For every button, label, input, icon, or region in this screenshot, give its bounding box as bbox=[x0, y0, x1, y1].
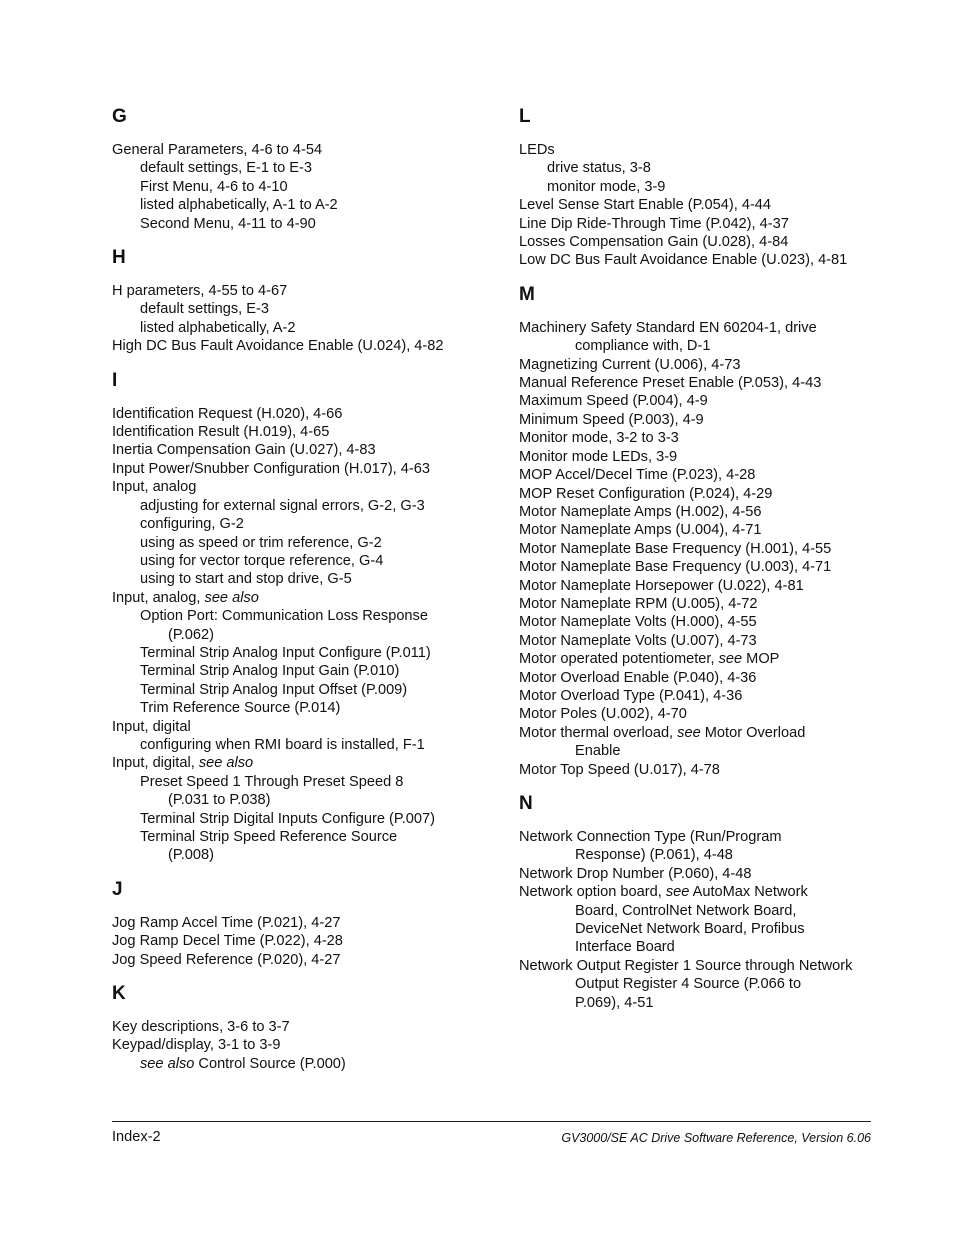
entry-text: Network Drop Number (P.060), 4-48 bbox=[519, 865, 752, 882]
index-subentry bbox=[112, 681, 492, 699]
index-entry bbox=[112, 441, 492, 459]
entry-text: configuring when RMI board is installed, F-1 bbox=[140, 736, 425, 753]
index-entry-continuation bbox=[112, 846, 492, 864]
entry-reference-target: Motor Overload bbox=[700, 724, 806, 741]
entry-reference-target: MOP bbox=[742, 651, 780, 668]
see-reference-label: see bbox=[677, 724, 701, 741]
index-subentry bbox=[112, 300, 492, 318]
entry-text: Motor Nameplate Base Frequency (U.003), 4-71 bbox=[519, 559, 832, 576]
entry-text: (P.062) bbox=[168, 626, 214, 643]
entry-text: default settings, E-3 bbox=[140, 301, 269, 318]
entry-text: Jog Ramp Accel Time (P.021), 4-27 bbox=[112, 914, 341, 931]
entry-text: Terminal Strip Speed Reference Source bbox=[140, 829, 398, 845]
entry-text: Manual Reference Preset Enable (P.053), 4-43 bbox=[519, 375, 822, 392]
entry-text: Motor Nameplate Amps (U.004), 4-71 bbox=[519, 522, 762, 539]
entry-text: Motor Overload Type (P.041), 4-36 bbox=[519, 687, 743, 704]
index-entry bbox=[519, 558, 889, 576]
index-entry bbox=[519, 233, 889, 251]
entry-text: Terminal Strip Analog Input Gain (P.010) bbox=[140, 663, 400, 680]
index-column-left bbox=[112, 106, 492, 1087]
entry-reference-target: AutoMax Network bbox=[689, 884, 808, 901]
entry-text: Terminal Strip Analog Input Offset (P.009) bbox=[140, 681, 408, 698]
index-entry bbox=[519, 632, 889, 650]
see-reference-label: see bbox=[665, 884, 690, 901]
index-subentry bbox=[112, 662, 492, 680]
index-entry bbox=[519, 448, 889, 466]
index-subentry bbox=[112, 497, 492, 515]
index-entry-continuation bbox=[519, 975, 889, 993]
footer-page-label: Index-2 bbox=[112, 1129, 161, 1145]
index-entry-continuation bbox=[519, 920, 889, 938]
section-letter-heading: J bbox=[112, 878, 123, 900]
index-entry bbox=[519, 392, 889, 410]
index-entry bbox=[519, 761, 889, 779]
index-subentry bbox=[112, 1055, 492, 1073]
entry-text: Jog Speed Reference (P.020), 4-27 bbox=[112, 951, 341, 968]
entry-text: Low DC Bus Fault Avoidance Enable (U.023), 4-81 bbox=[519, 252, 848, 269]
entry-text: Identification Request (H.020), 4-66 bbox=[112, 405, 343, 422]
index-entry bbox=[112, 754, 492, 772]
entry-text: Inertia Compensation Gain (U.027), 4-83 bbox=[112, 442, 376, 459]
index-entry bbox=[112, 478, 492, 496]
entry-text: P.069), 4-51 bbox=[575, 994, 654, 1011]
index-entry bbox=[519, 356, 889, 374]
entry-text: Network Connection Type (Run/Program bbox=[519, 829, 782, 845]
index-column-right bbox=[519, 106, 889, 1026]
index-entry bbox=[112, 282, 492, 300]
index-entry bbox=[519, 485, 889, 503]
entry-text: (P.008) bbox=[168, 847, 214, 864]
entry-text: default settings, E-1 to E-3 bbox=[140, 160, 312, 177]
entry-text: Monitor mode, 3-2 to 3-3 bbox=[519, 430, 679, 447]
entry-text: Level Sense Start Enable (P.054), 4-44 bbox=[519, 197, 772, 214]
entry-text: Input, digital bbox=[112, 718, 191, 735]
entry-text: Input, analog, bbox=[112, 589, 205, 606]
index-entry bbox=[112, 337, 492, 355]
index-entry bbox=[519, 669, 889, 687]
index-subentry bbox=[112, 736, 492, 754]
index-entry-continuation bbox=[519, 337, 889, 355]
entry-text: monitor mode, 3-9 bbox=[547, 178, 666, 195]
index-subentry bbox=[112, 552, 492, 570]
entry-text: Interface Board bbox=[575, 939, 675, 956]
index-subentry bbox=[112, 319, 492, 337]
entry-text: Terminal Strip Digital Inputs Configure (P.007) bbox=[140, 810, 435, 827]
entry-text: LEDs bbox=[519, 142, 555, 158]
index-subentry bbox=[519, 178, 889, 196]
index-entry bbox=[519, 411, 889, 429]
index-entry bbox=[519, 828, 889, 846]
index-entry bbox=[112, 405, 492, 423]
index-entry bbox=[112, 460, 492, 478]
entry-text: Preset Speed 1 Through Preset Speed 8 bbox=[140, 773, 404, 790]
entry-text: High DC Bus Fault Avoidance Enable (U.024), 4-82 bbox=[112, 338, 444, 355]
index-entry bbox=[112, 932, 492, 950]
entry-text: Output Register 4 Source (P.066 to bbox=[575, 976, 802, 993]
entry-text: Enable bbox=[575, 743, 621, 760]
index-entry bbox=[519, 319, 889, 337]
index-subentry bbox=[112, 607, 492, 625]
entry-text: Identification Result (H.019), 4-65 bbox=[112, 424, 330, 441]
index-entry-continuation bbox=[112, 791, 492, 809]
entry-text: Input, digital, bbox=[112, 755, 199, 772]
index-section-h bbox=[112, 247, 492, 356]
index-entry bbox=[519, 724, 889, 742]
section-letter-heading: H bbox=[112, 247, 126, 269]
entry-text: adjusting for external signal errors, G-2, G-3 bbox=[140, 497, 425, 514]
section-letter-heading: G bbox=[112, 106, 127, 127]
index-subentry bbox=[112, 196, 492, 214]
see-also-label: see also bbox=[140, 1055, 195, 1072]
entry-text: Key descriptions, 3-6 to 3-7 bbox=[112, 1019, 290, 1036]
entry-text: MOP Reset Configuration (P.024), 4-29 bbox=[519, 485, 773, 502]
section-letter-heading: I bbox=[112, 369, 118, 391]
index-subentry bbox=[112, 178, 492, 196]
index-subentry bbox=[112, 828, 492, 846]
index-entry bbox=[519, 613, 889, 631]
index-entry bbox=[519, 503, 889, 521]
entry-text: Motor thermal overload, bbox=[519, 724, 678, 741]
index-subentry bbox=[112, 515, 492, 533]
index-section-l bbox=[519, 106, 889, 270]
section-letter-heading: M bbox=[519, 283, 535, 305]
index-entry bbox=[112, 1036, 492, 1054]
index-entry bbox=[519, 196, 889, 214]
index-entry bbox=[519, 883, 889, 901]
index-subentry bbox=[112, 644, 492, 662]
section-letter-heading: L bbox=[519, 106, 531, 127]
entry-text: Motor Top Speed (U.017), 4-78 bbox=[519, 761, 720, 778]
index-entry bbox=[519, 466, 889, 484]
index-subentry bbox=[112, 773, 492, 791]
entry-text: Motor Nameplate Amps (H.002), 4-56 bbox=[519, 503, 762, 520]
entry-text: General Parameters, 4-6 to 4-54 bbox=[112, 142, 323, 158]
index-entry bbox=[519, 521, 889, 539]
index-section-k bbox=[112, 983, 492, 1073]
entry-text: Terminal Strip Analog Input Configure (P.011) bbox=[140, 644, 431, 661]
entry-text: Network Output Register 1 Source through Network bbox=[519, 957, 853, 974]
entry-text: MOP Accel/Decel Time (P.023), 4-28 bbox=[519, 467, 756, 484]
index-subentry bbox=[112, 215, 492, 233]
entry-text: First Menu, 4-6 to 4-10 bbox=[140, 178, 288, 195]
index-subentry bbox=[112, 699, 492, 717]
see-reference-label: see bbox=[718, 651, 743, 668]
entry-text: using for vector torque reference, G-4 bbox=[140, 552, 384, 569]
index-entry-continuation bbox=[519, 994, 889, 1012]
index-entry bbox=[519, 705, 889, 723]
index-subentry bbox=[112, 534, 492, 552]
index-entry bbox=[519, 374, 889, 392]
see-reference-label: see also bbox=[198, 755, 254, 772]
index-section-n bbox=[519, 793, 889, 1012]
entry-text: Maximum Speed (P.004), 4-9 bbox=[519, 393, 708, 410]
index-entry bbox=[112, 1018, 492, 1036]
entry-text: Motor Poles (U.002), 4-70 bbox=[519, 706, 687, 723]
entry-text: listed alphabetically, A-2 bbox=[140, 319, 296, 336]
index-entry bbox=[112, 423, 492, 441]
entry-text: Control Source (P.000) bbox=[194, 1055, 346, 1072]
index-subentry bbox=[112, 570, 492, 588]
see-reference-label: see also bbox=[204, 589, 259, 606]
footer-divider bbox=[112, 1121, 871, 1122]
index-entry bbox=[519, 865, 889, 883]
entry-text: Response) (P.061), 4-48 bbox=[575, 847, 733, 864]
index-entry bbox=[519, 595, 889, 613]
index-entry bbox=[519, 141, 889, 159]
index-section-j bbox=[112, 879, 492, 969]
entry-text: Input, analog bbox=[112, 479, 197, 496]
index-entry bbox=[519, 577, 889, 595]
entry-text: Line Dip Ride-Through Time (P.042), 4-37 bbox=[519, 215, 789, 232]
index-subentry bbox=[112, 810, 492, 828]
index-entry bbox=[519, 687, 889, 705]
entry-text: Motor Overload Enable (P.040), 4-36 bbox=[519, 669, 757, 686]
entry-text: Motor Nameplate Volts (H.000), 4-55 bbox=[519, 614, 757, 631]
index-entry-continuation bbox=[519, 742, 889, 760]
entry-text: Trim Reference Source (P.014) bbox=[140, 700, 341, 717]
entry-text: Input Power/Snubber Configuration (H.017), 4-63 bbox=[112, 460, 431, 477]
entry-text: using to start and stop drive, G-5 bbox=[140, 571, 352, 588]
index-entry-continuation bbox=[519, 902, 889, 920]
index-entry bbox=[112, 914, 492, 932]
index-entry bbox=[519, 215, 889, 233]
index-entry bbox=[519, 650, 889, 668]
index-section-g bbox=[112, 106, 492, 233]
entry-text: Magnetizing Current (U.006), 4-73 bbox=[519, 356, 741, 373]
entry-text: Option Port: Communication Loss Response bbox=[140, 608, 428, 625]
index-subentry bbox=[519, 159, 889, 177]
index-entry bbox=[519, 540, 889, 558]
index-entry bbox=[112, 589, 492, 607]
entry-text: Jog Ramp Decel Time (P.022), 4-28 bbox=[112, 933, 343, 950]
index-subentry bbox=[112, 159, 492, 177]
entry-text: Losses Compensation Gain (U.028), 4-84 bbox=[519, 234, 789, 251]
entry-text: Motor Nameplate Base Frequency (H.001), 4-55 bbox=[519, 540, 832, 557]
entry-text: Monitor mode LEDs, 3-9 bbox=[519, 448, 678, 465]
index-entry bbox=[112, 141, 492, 159]
section-letter-heading: N bbox=[519, 793, 533, 814]
footer-document-title: GV3000/SE AC Drive Software Reference, Version 6.06 bbox=[561, 1131, 871, 1145]
index-entry bbox=[112, 951, 492, 969]
entry-text: configuring, G-2 bbox=[140, 516, 244, 533]
entry-text: (P.031 to P.038) bbox=[168, 792, 271, 809]
entry-text: Motor operated potentiometer, bbox=[519, 651, 719, 668]
index-section-i bbox=[112, 370, 492, 865]
entry-text: Network option board, bbox=[519, 884, 666, 901]
entry-text: compliance with, D-1 bbox=[575, 338, 711, 355]
index-section-m bbox=[519, 284, 889, 779]
entry-text: Second Menu, 4-11 to 4-90 bbox=[140, 215, 316, 232]
index-entry bbox=[519, 429, 889, 447]
index-entry bbox=[519, 251, 889, 269]
entry-text: drive status, 3-8 bbox=[547, 160, 651, 177]
entry-text: Motor Nameplate Volts (U.007), 4-73 bbox=[519, 632, 757, 649]
entry-text: H parameters, 4-55 to 4-67 bbox=[112, 283, 288, 300]
entry-text: listed alphabetically, A-1 to A-2 bbox=[140, 197, 338, 214]
entry-text: DeviceNet Network Board, Profibus bbox=[575, 921, 805, 938]
entry-text: Machinery Safety Standard EN 60204-1, drive bbox=[519, 319, 817, 336]
index-entry-continuation bbox=[112, 626, 492, 644]
entry-text: Motor Nameplate Horsepower (U.022), 4-81 bbox=[519, 577, 804, 594]
entry-text: Keypad/display, 3-1 to 3-9 bbox=[112, 1037, 281, 1054]
index-entry bbox=[519, 957, 889, 975]
section-letter-heading: K bbox=[112, 983, 126, 1005]
index-entry bbox=[112, 718, 492, 736]
index-entry-continuation bbox=[519, 938, 889, 956]
entry-text: Minimum Speed (P.003), 4-9 bbox=[519, 411, 704, 428]
index-entry-continuation bbox=[519, 846, 889, 864]
entry-text: Motor Nameplate RPM (U.005), 4-72 bbox=[519, 595, 758, 612]
entry-text: using as speed or trim reference, G-2 bbox=[140, 534, 382, 551]
entry-text: Board, ControlNet Network Board, bbox=[575, 902, 797, 919]
